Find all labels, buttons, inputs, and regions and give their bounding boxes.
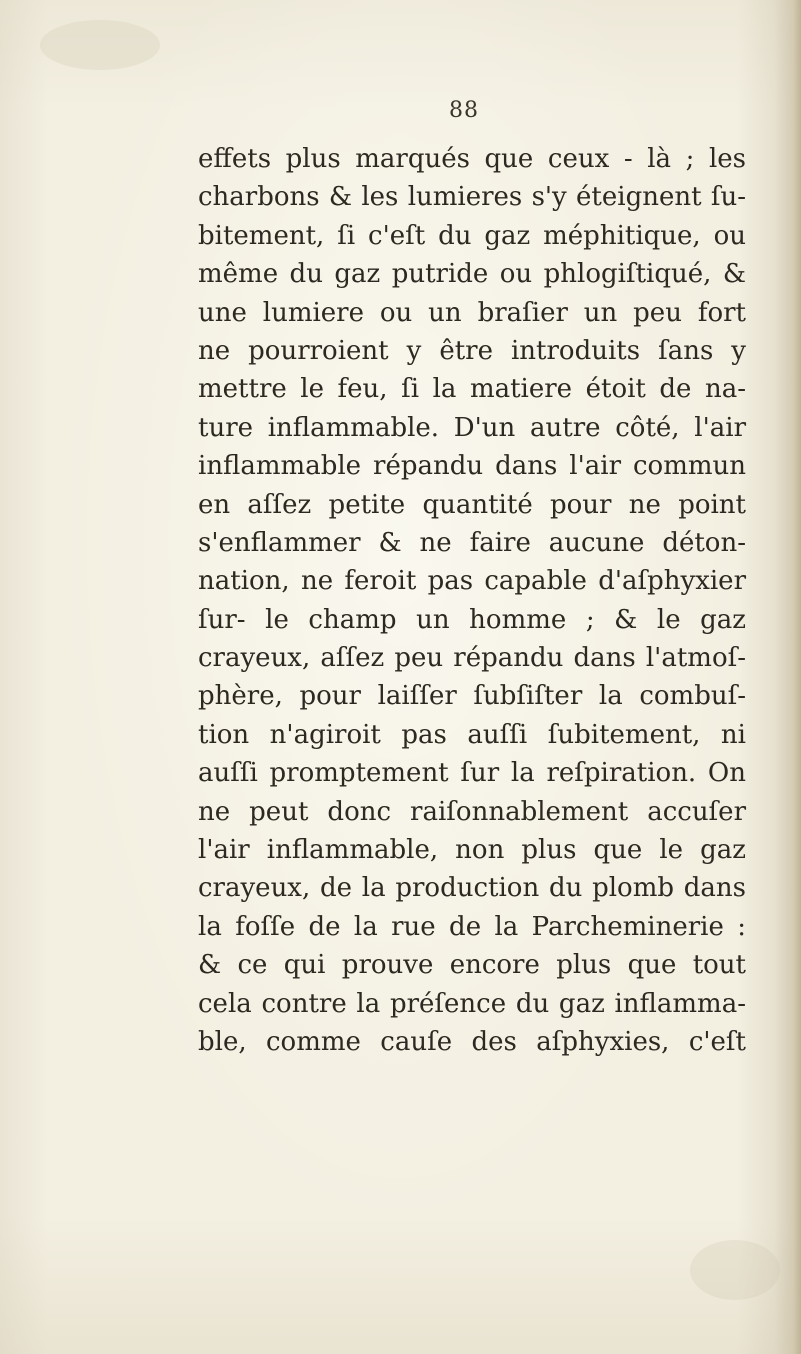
text-line: la foſſe de la rue de la Parcheminerie :: [198, 911, 746, 942]
body-text: [198, 140, 746, 1061]
text-line: ture inflammable. D'un autre côté, l'air: [198, 412, 746, 443]
text-line: ne peut donc raiſonnablement accuſer: [198, 796, 746, 827]
page-edge-shadow: [775, 0, 801, 1354]
text-line: & ce qui prouve encore plus que tout: [198, 950, 746, 981]
text-line: crayeux, aſſez peu répandu dans l'atmoſ-: [198, 643, 746, 674]
page-number: 88: [449, 98, 479, 123]
text-line: crayeux, de la production du plomb dans: [198, 873, 746, 904]
text-line: même du gaz putride ou phlogiſtiqué, &: [198, 259, 746, 290]
text-line: l'air inflammable, non plus que le gaz: [198, 835, 746, 866]
text-line: mettre le feu, ſi la matiere étoit de na-: [198, 374, 746, 405]
text-line: s'enflammer & ne faire aucune déton-: [198, 527, 746, 558]
text-line: tion n'agiroit pas auſſi ſubitement, ni: [198, 719, 746, 750]
paper-stain: [690, 1240, 780, 1300]
text-line: nation, ne feroit pas capable d'aſphyxier: [198, 566, 746, 597]
text-line: phère, pour laiſſer ſubſiſter la combuſ-: [198, 681, 746, 712]
text-line: ne pourroient y être introduits ſans y: [198, 335, 746, 366]
text-line: en aſſez petite quantité pour ne point: [198, 489, 746, 520]
text-line: ſur- le champ un homme ; & le gaz: [198, 604, 746, 635]
text-line: une lumiere ou un braſier un peu fort: [198, 297, 746, 328]
text-line: auſſi promptement ſur la reſpiration. On: [198, 758, 746, 789]
text-line: charbons & les lumieres s'y éteignent ſu-: [198, 182, 746, 213]
paper-stain: [40, 20, 160, 70]
text-line: inflammable répandu dans l'air commun: [198, 451, 746, 482]
text-line: cela contre la préſence du gaz inflamma-: [198, 988, 746, 1019]
text-line: bitement, ſi c'eſt du gaz méphitique, ou: [198, 220, 746, 251]
text-line: ble, comme cauſe des aſphyxies, c'eſt: [198, 1026, 746, 1057]
text-line: effets plus marqués que ceux - là ; les: [198, 144, 746, 174]
